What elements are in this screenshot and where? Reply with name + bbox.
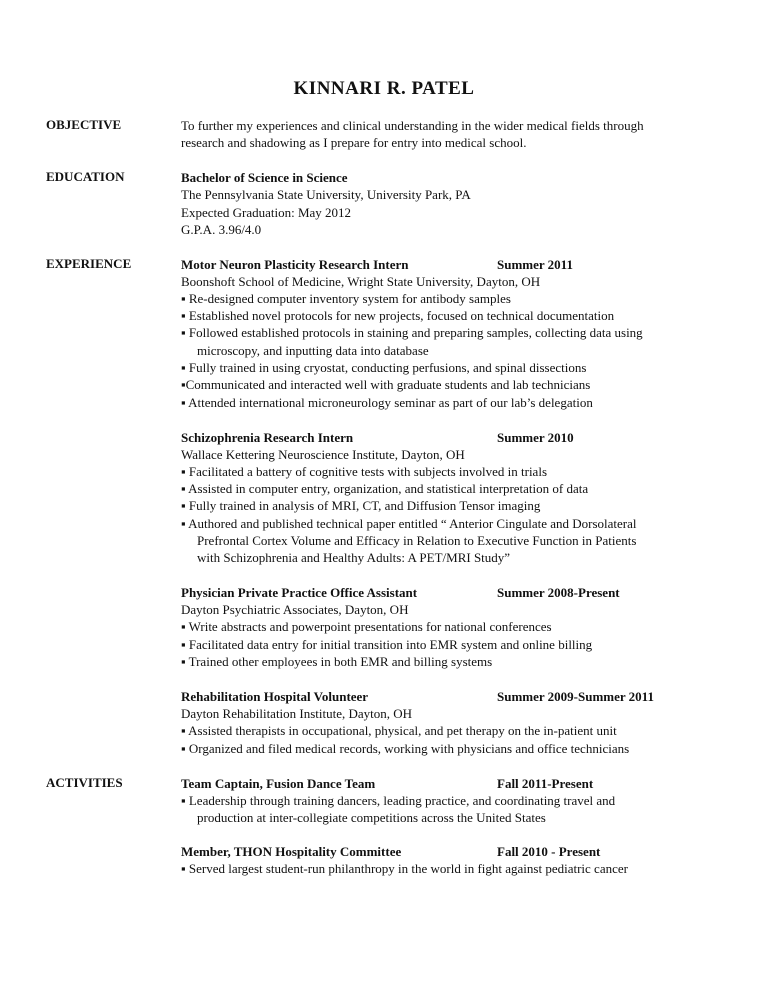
job-bullet: ▪ Assisted in computer entry, organization, and statistical interpretation of data	[181, 481, 589, 496]
education-degree: Bachelor of Science in Science	[181, 170, 348, 185]
job-bullet: ▪ Fully trained in using cryostat, conducting perfusions, and spinal dissections	[181, 360, 587, 375]
job-title: Physician Private Practice Office Assistant	[181, 585, 418, 600]
job-bullet: ▪ Followed established protocols in staining and preparing samples, collecting data using	[181, 325, 643, 340]
activity-title: Team Captain, Fusion Dance Team	[181, 776, 376, 791]
job-organization: Boonshoft School of Medicine, Wright State University, Dayton, OH	[181, 274, 541, 289]
activity-title: Member, THON Hospitality Committee	[181, 844, 402, 859]
education-graduation: Expected Graduation: May 2012	[181, 205, 352, 220]
job-bullet: ▪ Facilitated data entry for initial transition into EMR system and online billing	[181, 637, 593, 652]
job-title: Motor Neuron Plasticity Research Intern	[181, 257, 409, 272]
activity-date: Fall 2010 - Present	[497, 844, 601, 859]
education-heading: EDUCATION	[46, 169, 125, 184]
job-bullet: ▪ Attended international microneurology seminar as part of our lab’s delegation	[181, 395, 593, 410]
objective-heading: OBJECTIVE	[46, 117, 122, 132]
objective-line-1: To further my experiences and clinical understanding in the wider medical fields through	[181, 118, 644, 133]
education-school: The Pennsylvania State University, University Park, PA	[181, 187, 471, 202]
job-bullet: ▪ Organized and filed medical records, working with physicians and office technicians	[181, 741, 630, 756]
job-bullet: ▪ Re-designed computer inventory system for antibody samples	[181, 291, 511, 306]
job-bullet: ▪Communicated and interacted well with graduate students and lab technicians	[181, 377, 591, 392]
job-bullet: ▪ Trained other employees in both EMR and billing systems	[181, 654, 493, 669]
experience-heading: EXPERIENCE	[46, 256, 132, 271]
job-date: Summer 2011	[497, 257, 573, 272]
objective-line-2: research and shadowing as I prepare for entry into medical school.	[181, 135, 527, 150]
job-date: Summer 2009-Summer 2011	[497, 689, 654, 704]
job-bullet-continuation: Prefrontal Cortex Volume and Efficacy in Relation to Executive Function in Patients	[197, 533, 637, 548]
job-bullet: ▪ Fully trained in analysis of MRI, CT, and Diffusion Tensor imaging	[181, 498, 541, 513]
job-title: Rehabilitation Hospital Volunteer	[181, 689, 369, 704]
job-title: Schizophrenia Research Intern	[181, 430, 354, 445]
education-gpa: G.P.A. 3.96/4.0	[181, 222, 262, 237]
activities-heading: ACTIVITIES	[46, 775, 123, 790]
resume-name: KINNARI R. PATEL	[293, 78, 475, 99]
activity-bullet-continuation: production at inter-collegiate competitions across the United States	[197, 810, 546, 825]
activity-date: Fall 2011-Present	[497, 776, 594, 791]
job-bullet: ▪ Write abstracts and powerpoint presentations for national conferences	[181, 619, 552, 634]
job-organization: Dayton Rehabilitation Institute, Dayton, OH	[181, 706, 413, 721]
job-bullet: ▪ Assisted therapists in occupational, physical, and pet therapy on the in-patient unit	[181, 723, 617, 738]
job-bullet: ▪ Facilitated a battery of cognitive tests with subjects involved in trials	[181, 464, 547, 479]
activity-bullet: ▪ Served largest student-run philanthropy in the world in fight against pediatric cancer	[181, 861, 628, 876]
job-bullet: ▪ Established novel protocols for new projects, focused on technical documentation	[181, 308, 615, 323]
job-bullet-continuation: with Schizophrenia and Healthy Adults: A PET/MRI Study”	[197, 550, 511, 565]
job-organization: Wallace Kettering Neuroscience Institute, Dayton, OH	[181, 447, 465, 462]
activity-bullet: ▪ Leadership through training dancers, leading practice, and coordinating travel and	[181, 793, 616, 808]
job-date: Summer 2010	[497, 430, 574, 445]
job-organization: Dayton Psychiatric Associates, Dayton, OH	[181, 602, 409, 617]
job-date: Summer 2008-Present	[497, 585, 620, 600]
job-bullet-continuation: microscopy, and inputting data into database	[197, 343, 429, 358]
job-bullet: ▪ Authored and published technical paper entitled “ Anterior Cingulate and Dorsolateral	[181, 516, 637, 531]
